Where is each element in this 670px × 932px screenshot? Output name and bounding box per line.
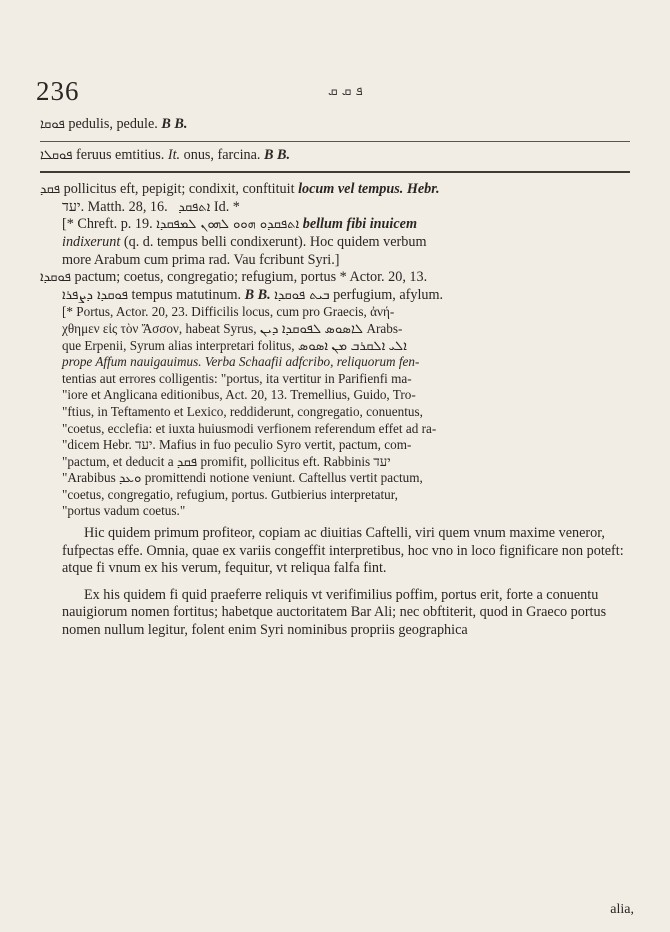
entry-pedulis — [40, 116, 640, 134]
entry-gloss-2: onus, farcina. — [183, 146, 261, 163]
note-line: que Erpenii, Syrum alias interpretari folitus, ܐܠܝ ܐܠܩܪܒ ܡܢ ܐܣܘܣ — [62, 337, 407, 353]
pqd-line-1 — [40, 181, 640, 199]
catchword: alia, — [610, 902, 634, 917]
note-line: "ftius, in Teftamento et Lexico, reddiderunt, congregatio, conuentus, — [62, 403, 423, 419]
divider — [40, 141, 630, 142]
note-line: "Arabibus ܘܥܕ promittendi notione veniunt. Caftellus vertit pactum, — [62, 470, 423, 486]
text: more Arabum cum prima rad. Vau fcribunt Syri.] — [62, 251, 340, 268]
paragraph-1: Hic quidem primum profiteor, copiam ac diuitias Caftelli, viri quem vnum maxime veneror, fufpectas effe. Omnia, quae ex variis congeffit interpretibus, hoc vno in loco fignificare non poteft: atque fi vnum ex his verum, fequitur, vt reliqua falfa fint. — [62, 525, 624, 577]
source: Hebr. — [406, 181, 440, 198]
note-line: "iore et Anglicana editionibus, Act. 20, 13. Tremellius, Guido, Tro- — [62, 387, 416, 403]
syriac-phrase: ܒܝܬ ܦܘܩܕܐ — [274, 287, 330, 303]
note-line: "dicem Hebr. יעד. Mafius in fuo peculio Syro vertit, pactum, com- — [62, 437, 412, 453]
note-line: "pactum, et deducit a ܦܩܕ promifit, pollicitus eft. Rabbinis יעד — [62, 453, 391, 469]
text: (q. d. tempus belli condixerunt). Hoc quidem verbum — [123, 233, 427, 250]
pqd-line-2 — [40, 199, 640, 217]
note-line: χθημεν εἰς τὸν Ἄσσον, habeat Syrus, ܠܐܣܘܣ ܠܦܘܩܕܐ ܕܝܢ Arabs- — [62, 320, 403, 336]
text-italic: locum vel tempus. — [298, 181, 404, 198]
text: tempus matutinum. — [131, 286, 242, 303]
pqd-line-6 — [40, 269, 640, 287]
entry-item: It. — [167, 146, 181, 163]
entry-source: B B. — [161, 116, 188, 132]
note-line: "coetus, congregatio, refugium, portus. Gutbierius interpretatur, — [62, 486, 398, 502]
entry-pqd — [40, 181, 640, 304]
note-line: tentias aut errores colligentis: "portus, ita vertitur in Parifienfi ma- — [62, 370, 412, 386]
entry-gloss: feruus emtitius. — [76, 146, 165, 163]
pqd-line-4 — [40, 234, 640, 252]
syriac-lemma: ܦܩܕ — [40, 182, 61, 198]
note-line: "coetus, ecclefia: et iuxta huiusmodi verfionem referendum effet ad ra- — [62, 420, 437, 436]
pqd-line-3 — [40, 216, 640, 234]
note-line: "portus vadum coetus." — [62, 503, 186, 519]
syriac-lemma: ܦܘܩܠܐ — [40, 147, 73, 163]
entry-source: B B. — [264, 146, 291, 163]
page-header — [36, 76, 636, 110]
text-italic: indixerunt — [62, 233, 121, 250]
pqd-line-5 — [40, 252, 640, 270]
text: pollicitus eft, pepigit; condixit, conftituit — [63, 181, 295, 198]
note-line: [* Portus, Actor. 20, 23. Difficilis locus, cum pro Graecis, ἀνή- — [62, 304, 395, 320]
text: perfugium, afylum. — [333, 286, 444, 303]
source: B B. — [244, 286, 271, 303]
entry-feruus — [40, 147, 640, 165]
divider-thick — [40, 171, 630, 173]
hebrew-word: יעד. — [62, 198, 85, 215]
text: [* Chreft. p. 19. — [62, 216, 153, 233]
footnote-portus — [40, 304, 640, 520]
page-body — [40, 116, 640, 640]
syriac-lemma: ܦܘܩܕܐ — [40, 270, 71, 286]
entry-gloss: pedulis, pedule. — [68, 116, 158, 132]
note-line: prope Affum nauigauimus. Verba Schaafii adfcribo, reliquorum fen- — [62, 354, 420, 370]
syriac-word: ܐܬܦܩܕ — [178, 199, 211, 215]
syriac-phrase: ܐܬܦܩܕܘ ܗܘܘ ܠܗܘܢ ܠܡܦܩܕܐ — [156, 217, 300, 233]
text: Id. * — [213, 198, 240, 215]
syriac-lemma: ܦܘܩܐ — [40, 117, 65, 132]
pqd-line-7 — [40, 287, 640, 305]
page-number: 236 — [36, 76, 80, 106]
syriac-phrase: ܦܘܩܕܐ ܕܨܦܪܐ — [62, 287, 128, 303]
reference: Matth. 28, 16. — [87, 198, 168, 215]
text-italic: bellum fibi inuicem — [302, 216, 418, 233]
text: pactum; coetus, congregatio; refugium, portus * Actor. 20, 13. — [74, 269, 428, 286]
running-head: ܦ ܩ ܩ — [328, 84, 363, 99]
paragraph-2: Ex his quidem fi quid praeferre reliquis vt verifimilius poffim, portus erit, forte a conuentu nauigiorum nomen fortitus; habetque auctoritatem Bar Ali; nec obftiterit, quod in Graeco portus nomen nullum legitur, folent enim Syri nominibus propriis geographica — [62, 586, 607, 639]
